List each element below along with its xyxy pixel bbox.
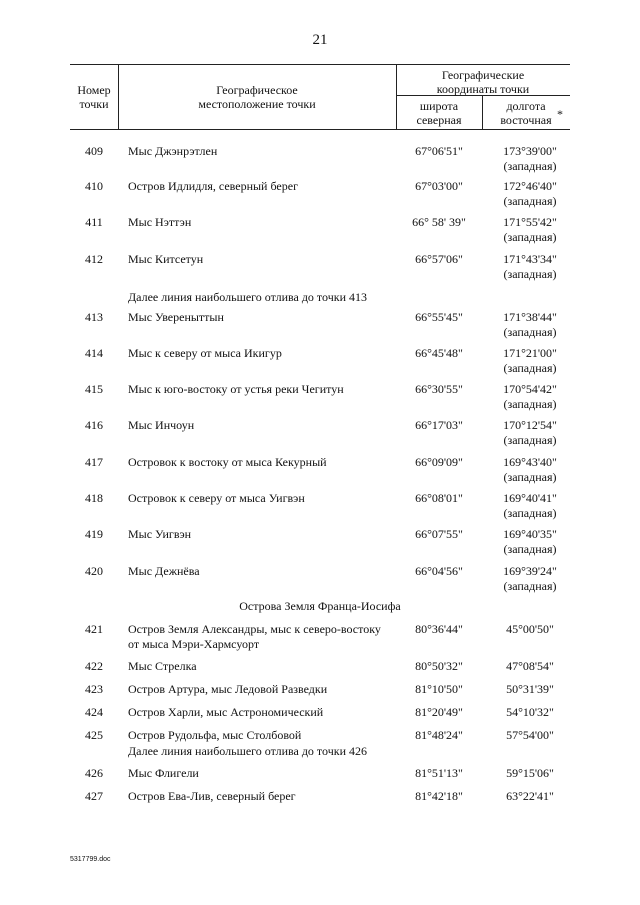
longitude-note: (западная) [503,361,557,375]
point-longitude [490,682,570,697]
point-location: Мыс к северу от мыса Икигур [128,346,282,360]
point-latitude: 81°48'24" [415,728,463,742]
point-number: 410 [85,179,103,193]
point-longitude [490,705,570,720]
point-location: Мыс Увереныттын [128,310,224,324]
longitude-note: (западная) [503,325,557,339]
header-latitude: широта северная [416,99,462,127]
file-footer: 5317799.doc [70,856,111,863]
longitude-value: 171°21'00" [503,346,557,360]
point-number: 421 [85,622,103,636]
point-number: 409 [85,144,103,158]
point-longitude [490,491,570,521]
point-number: 416 [85,418,103,432]
point-location: Мыс Джэнрэтлен [128,144,218,158]
point-latitude: 66°07'55" [415,527,463,541]
point-number: 419 [85,527,103,541]
longitude-note: (западная) [503,194,557,208]
point-latitude: 66°09'09" [415,455,463,469]
longitude-note: (западная) [503,506,557,520]
longitude-value: 45°00'50" [506,622,554,636]
longitude-note: (западная) [503,397,557,411]
point-number: 427 [85,789,103,803]
point-location: Остров Харли, мыс Астрономический [128,705,324,719]
point-location: Остров Земля Александры, мыс к северо-востоку от мыса Мэри-Хармсуорт [128,622,381,651]
point-number: 411 [85,215,103,229]
longitude-value: 169°40'35" [503,527,557,541]
longitude-note: (западная) [503,230,557,244]
point-latitude: 66°08'01" [415,491,463,505]
point-longitude [490,789,570,804]
point-latitude: 81°51'13" [415,766,463,780]
longitude-note: (западная) [503,542,557,556]
longitude-value: 171°43'34" [503,252,557,266]
longitude-value: 169°40'41" [503,491,557,505]
point-longitude [490,179,570,209]
point-longitude [490,564,570,594]
point-location: Мыс Дежнёва [128,564,200,578]
point-location: Мыс Стрелка [128,659,197,673]
point-number: 415 [85,382,103,396]
header-number: Номер точки [77,83,111,111]
point-latitude: 81°42'18" [415,789,463,803]
longitude-value: 50°31'39" [506,682,554,696]
header-coordinates: Географические координаты точки [436,68,530,96]
longitude-note: (западная) [503,579,557,593]
point-latitude: 66°04'56" [415,564,463,578]
point-location: Мыс Инчоун [128,418,195,432]
point-location: Островок к северу от мыса Уигвэн [128,491,305,505]
longitude-note: (западная) [503,433,557,447]
point-location: Остров Рудольфа, мыс Столбовой [128,728,302,742]
longitude-value: 63°22'41" [506,789,554,803]
point-longitude [490,215,570,245]
point-latitude: 66°55'45" [415,310,463,324]
low-tide-note: Далее линия наибольшего отлива до точки 426 [128,744,367,758]
longitude-value: 47°08'54" [506,659,554,673]
point-longitude [490,310,570,340]
point-number: 417 [85,455,103,469]
point-number: 422 [85,659,103,673]
page-number: 21 [312,32,328,48]
longitude-note: (западная) [503,470,557,484]
longitude-value: 169°43'40" [503,455,557,469]
point-number: 414 [85,346,103,360]
point-latitude: 81°10'50" [415,682,463,696]
longitude-value: 170°54'42" [503,382,557,396]
point-longitude [490,252,570,282]
point-location: Остров Ева-Лив, северный берег [128,789,296,803]
longitude-value: 173°39'00" [503,144,557,158]
point-location: Островок к востоку от мыса Кекурный [128,455,327,469]
point-latitude: 67°06'51" [415,144,463,158]
point-latitude: 80°36'44" [415,622,463,636]
table-header [70,64,570,130]
header-place: Географическое местоположение точки [198,83,316,111]
point-latitude: 81°20'49" [415,705,463,719]
point-latitude: 66°17'03" [415,418,463,432]
point-longitude [490,455,570,485]
point-longitude [490,418,570,448]
point-location: Мыс Флигели [128,766,199,780]
point-longitude [490,728,570,743]
longitude-value: 57°54'00" [506,728,554,742]
longitude-value: 171°38'44" [503,310,557,324]
point-longitude [490,622,570,637]
point-location: Мыс Нэттэн [128,215,192,229]
point-number: 413 [85,310,103,324]
point-latitude: 66°45'48" [415,346,463,360]
point-number: 412 [85,252,103,266]
point-number: 424 [85,705,103,719]
point-latitude: 66°57'06" [415,252,463,266]
header-longitude: долгота восточная [500,99,552,127]
point-latitude: 66°30'55" [415,382,463,396]
point-number: 423 [85,682,103,696]
point-number: 420 [85,564,103,578]
longitude-value: 172°46'40" [503,179,557,193]
longitude-note: (западная) [503,159,557,173]
longitude-value: 59°15'06" [506,766,554,780]
point-location: Мыс Китсетун [128,252,204,266]
low-tide-note: Далее линия наибольшего отлива до точки 413 [128,290,367,304]
point-number: 425 [85,728,103,742]
point-latitude: 67°03'00" [415,179,463,193]
point-longitude [490,144,570,174]
point-latitude: 66° 58' 39" [412,215,466,229]
longitude-value: 170°12'54" [503,418,557,432]
point-location: Остров Артура, мыс Ледовой Разведки [128,682,328,696]
longitude-value: 169°39'24" [503,564,557,578]
point-number: 418 [85,491,103,505]
point-location: Остров Идлидля, северный берег [128,179,298,193]
point-longitude [490,382,570,412]
point-location: Мыс к юго-востоку от устья реки Чегитун [128,382,344,396]
section-heading: Острова Земля Франца-Иосифа [239,599,401,613]
point-latitude: 80°50'32" [415,659,463,673]
point-longitude [490,659,570,674]
point-longitude [490,346,570,376]
point-longitude [490,527,570,557]
longitude-value: 171°55'42" [503,215,557,229]
header-asterisk: * [557,107,563,121]
point-longitude [490,766,570,781]
longitude-value: 54°10'32" [506,705,554,719]
longitude-note: (западная) [503,267,557,281]
point-number: 426 [85,766,103,780]
point-location: Мыс Уигвэн [128,527,192,541]
